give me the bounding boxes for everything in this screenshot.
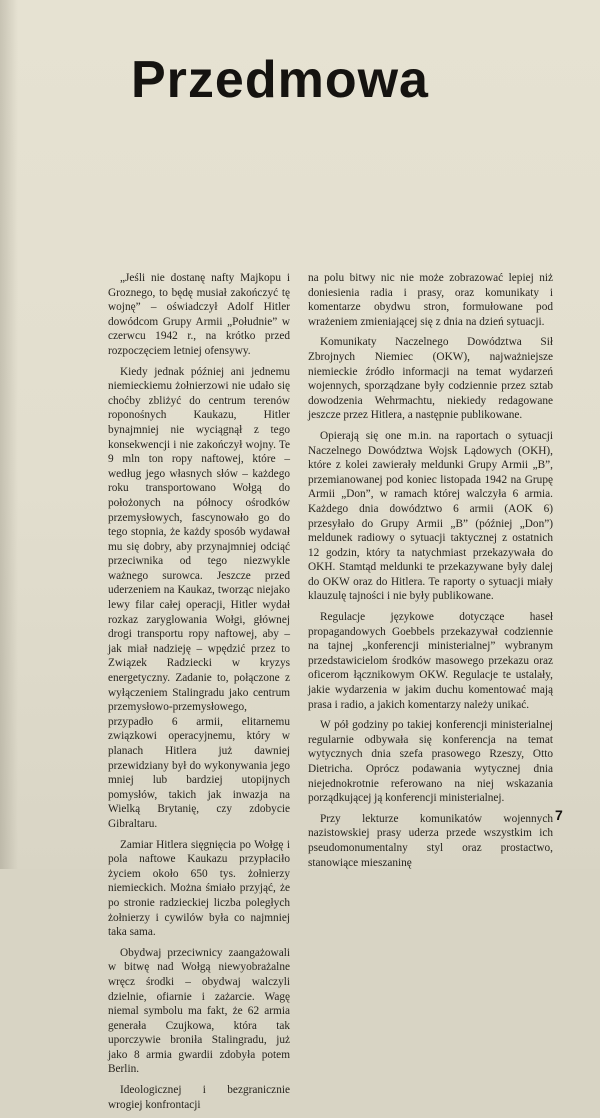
text-column-right [308, 271, 553, 876]
page-gutter-shadow [0, 0, 18, 869]
paragraph: Przy lekturze komunikatów wojennych nazistowskiej prasy uderza przede wszystkim ich pseudomonumentalny styl oraz prostactwo, stanowiące mieszaninę [308, 812, 553, 869]
paragraph: Zamiar Hitlera sięgnięcia po Wołgę i pola naftowe Kaukazu przypłaciło życiem około 650 tys. żołnierzy niemieckich. Można śmiało przyjąć, że po stronie radzieckiej liczba poległych żołnierzy i cywilów była co najmniej taka sama. [108, 838, 290, 939]
paragraph: Obydwaj przeciwnicy zaangażowali w bitwę nad Wołgą niewyobrażalne wręcz środki – obydwaj walczyli dzielnie, ofiarnie i zażarcie. Wagę niemal symbolu ma fakt, że 62 armia generała Czujkowa, która tak uporczywie broniła Stalingradu, już jako 8 armia gwardii zdobyła potem Berlin. [108, 946, 290, 1076]
page-title: Przedmowa [131, 51, 429, 109]
paragraph: na polu bitwy nic nie może zobrazować lepiej niż doniesienia radia i prasy, oraz komunikaty i komentarze obydwu stron, formułowane pod wrażeniem zmieniającej się z dnia na dzień sytuacji. [308, 272, 553, 328]
paragraph: Regulacje językowe dotyczące haseł propagandowych Goebbels przekazywał codziennie na tajnej „konferencji ministerialnej” wybranym przedstawicielom środków masowego przekazu oraz oficerom łącznikowym OKW. Regulacje te ustalały, jakie wydarzenia w jakim duchu komentować mają prasa i radio, a jakich komentarzy należy unikać. [308, 611, 553, 711]
paragraph: Opierają się one m.in. na raportach o sytuacji Naczelnego Dowództwa Wojsk Lądowych (OKH), które z kolei zawierały meldunki Grupy Armii „B”, przemianowanej pod koniec listopada 1942 na Grupę Armii „Don”, w ramach której walczyła 6 armia. Każdego dnia dowództwo 6 armii (AOK 6) przesyłało do Grupy Armii „B” (później „Don”) meldunek radiowy o sytuacji taktycznej z ostatnich 12 godzin, który ta natychmiast przekazywała do OKH. Stamtąd meldunki te przekazywane były dalej do OKW oraz do Hitlera. Te raporty o sytuacji miały klauzulę tajności i nie były publikowane. [308, 429, 553, 603]
paragraph: W pół godziny po takiej konferencji ministerialnej regularnie odbywała się konferencja na temat wytycznych dnia szefa prasowego Rzeszy, Otto Dietricha. Oprócz podawania wytycznej dnia niejednokrotnie referowano na niej wskazania porządkującej ją konferencji ministerialnej. [308, 719, 553, 805]
paragraph: „Jeśli nie dostanę nafty Majkopu i Groznego, to będę musiał zakończyć tę wojnę” – oświadczył Adolf Hitler dowódcom Grupy Armii „Południe” w czerwcu 1942 r., na krótko przed rozpoczęciem letniej ofensywy. [108, 272, 290, 357]
paragraph: Kiedy jednak później ani jednemu niemieckiemu żołnierzowi nie udało się choćby zbliżyć do centrum terenów roponośnych Kaukazu, Hitler bynajmniej nie wyciągnął z tego konsekwencji i nie zakończył wojny. Te 9 mln ton ropy naftowej, które – według jego własnych słów – każdego roku transportowano Wołgą do położonych na północy ośrodków przemysłowych, fascynowało go do tego stopnia, że każdy sposób wydawał mu się dobry, aby przynajmniej odciąć przeciwnika od tego niezwykle ważnego surowca. Jeszcze przed uderzeniem na Kaukaz, tworząc niejako lewy filar całej operacji, Hitler wydał rozkaz zaryglowania Wołgi, głównej drogi transportu ropy naftowej, aby – jak miał nadzieję – wpędzić przez to Związek Radziecki w kryzys energetyczny. Zadanie to, połączone z wyłączeniem Stalingradu jako centrum przemysłowo-przemysłowego, przypadło 6 armii, elitarnemu związkowi operacyjnemu, który w planach Hitlera już dawniej przewidziany był do wykonywania jego mniej lub bardziej utopijnych pomysłów, takich jak inwazja na Wielką Brytanię, czy zdobycie Gibraltaru. [108, 365, 290, 830]
text-column-left [108, 271, 290, 1118]
paragraph: Ideologicznej i bezgranicznie wrogiej konfrontacji [108, 1084, 290, 1111]
page-number: 7 [555, 807, 563, 823]
paragraph: Komunikaty Naczelnego Dowództwa Sił Zbrojnych Niemiec (OKW), najważniejsze niemieckie źródło informacji na temat wydarzeń wojennych, sporządzane były codziennie przez sztab dowodzenia Wehrmachtu, niekiedy redagowane jeszcze przez Hitlera, a następnie publikowane. [308, 336, 553, 422]
